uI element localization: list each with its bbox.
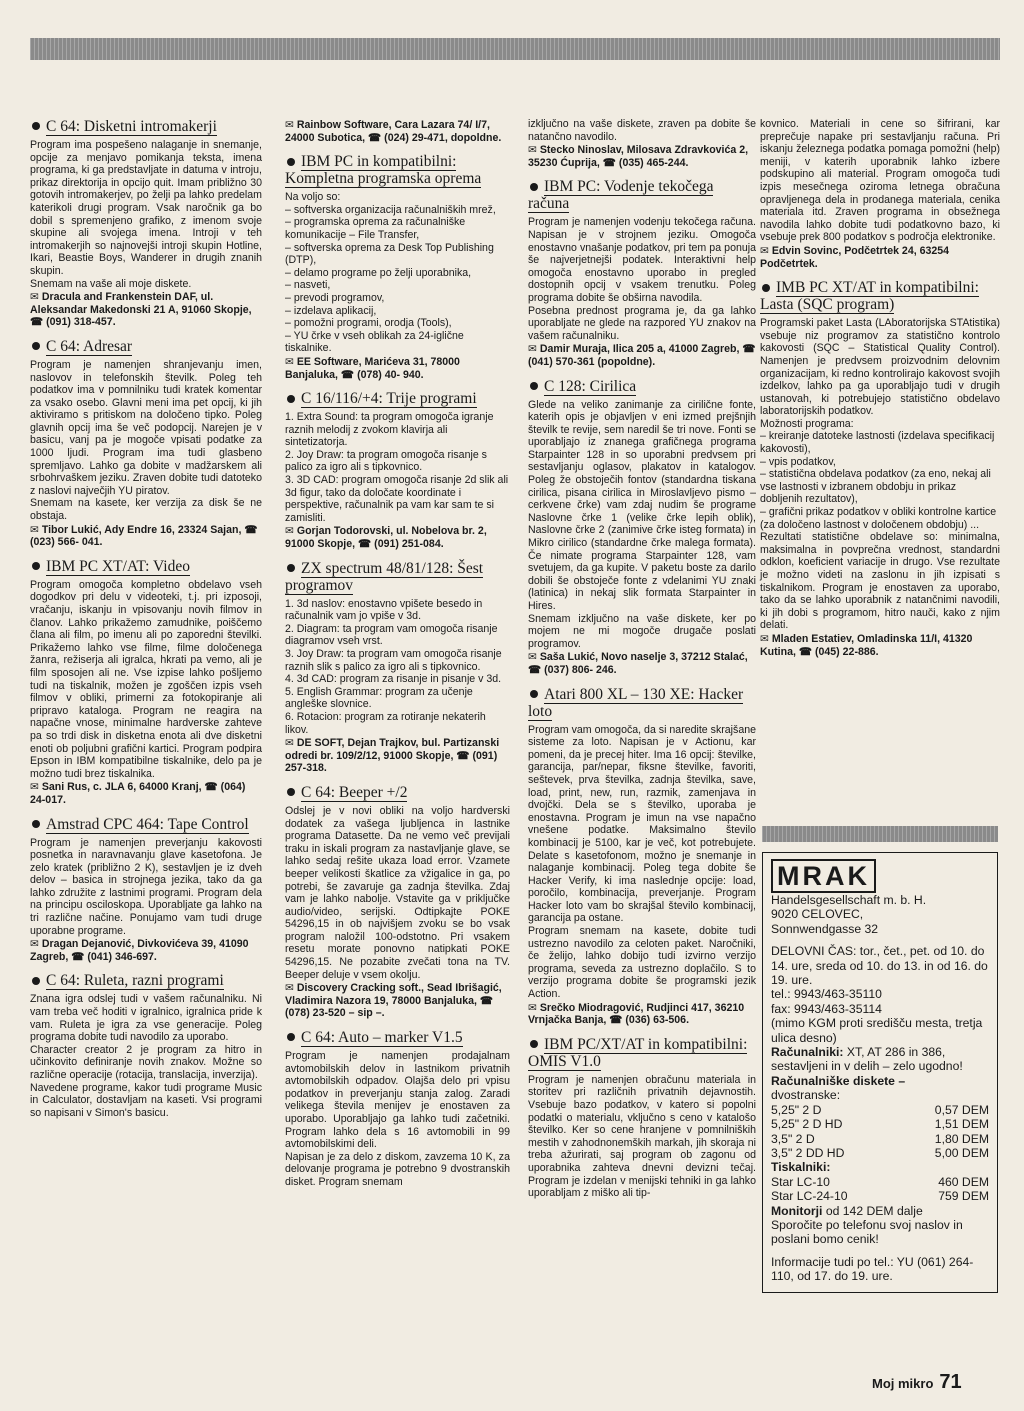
- price-row: [771, 1189, 989, 1203]
- article-title-text: C 16/116/+4: Trije programi: [301, 390, 477, 408]
- page-number: 71: [939, 1371, 962, 1393]
- contact-text: Tibor Lukić, Ady Endre 16, 23324 Sajan, ☎ (023) 566- 041.: [30, 523, 258, 549]
- list-item: 3. Joy Draw: ta program vam omogoča risanje raznih slik s palico za igro ali s tipkovnico.: [285, 648, 502, 673]
- bullet-icon: [287, 158, 295, 166]
- article-title-text: C 64: Adresar: [46, 337, 133, 355]
- article-list: [285, 598, 510, 737]
- price-item: Star LC-10: [771, 1174, 830, 1189]
- envelope-icon: ✉: [528, 1001, 540, 1014]
- envelope-icon: ✉: [760, 244, 772, 257]
- article-text: Znana igra odslej tudi v vašem računalniku. Ni vam treba več hoditi v igralnico, igralnica pride k vam. Ruleta je igra za vse generacije. Poleg programa dobite tudi navodilo za uporabo.: [30, 993, 262, 1044]
- contact-line: [528, 651, 756, 676]
- article: [30, 118, 262, 329]
- mrak-advertisement: [762, 826, 998, 1293]
- article-title: [285, 1029, 510, 1046]
- article-title-text: C 64: Ruleta, razni programi: [46, 972, 224, 990]
- ad-hours: DELOVNI ČAS: tor., čet., pet. od 10. do 14. ure, sreda od 10. do 13. in od 16. do 19. ure.: [771, 944, 988, 988]
- envelope-icon: ✉: [30, 523, 42, 536]
- price-value: 1,51 DEM: [934, 1117, 989, 1132]
- printer-price-table: [771, 1175, 989, 1204]
- article-title-text: IBM PC/XT/AT in kompatibilni: OMIS V1.0: [528, 1035, 748, 1070]
- article-title: [528, 378, 756, 395]
- contact-line: [285, 525, 510, 550]
- list-item: 1. Extra Sound: ta program omogoča igranje raznih melodij z zvokom klavirja ali sintetizatorja.: [285, 411, 494, 449]
- list-item: – nasveti,: [285, 279, 331, 292]
- list-item: – statistična obdelava podatkov (za eno, nekaj ali vse lastnosti v izbranem obdobju in prikaz dobljenih rezultatov),: [760, 468, 991, 506]
- list-item: – grafični prikaz podatkov v obliki kontrolne kartice (za določeno lastnost v določenem obdobju) ...: [760, 506, 997, 531]
- contact-text: Mladen Estatiev, Omladinska 11/I, 41320 Kutina, ☎ (045) 22-886.: [760, 632, 973, 658]
- bullet-icon: [32, 342, 40, 350]
- article-title-text: C 64: Disketni intromakerji: [46, 118, 217, 135]
- bullet-icon: [287, 1033, 295, 1041]
- article-title: [760, 279, 1000, 313]
- contact-text: Saša Lukić, Novo naselje 3, 37212 Stalać, ☎ (037) 806- 246.: [528, 651, 748, 676]
- contact-text: Srečko Miodragović, Rudjinci 417, 36210 Vrnjačka Banja, ☎ (036) 63-506.: [528, 1001, 745, 1027]
- contact-line: [30, 524, 262, 549]
- contact-line: [30, 781, 262, 806]
- list-item: – vpis podatkov,: [760, 455, 836, 468]
- article: [285, 119, 510, 144]
- article-title: [528, 686, 756, 720]
- ad-tel: tel.: 9943/463-35110: [771, 987, 882, 1002]
- article-text: Snemam izključno na vaše diskete, ker po mojem ne mi mogoče drugače poslati programov.: [528, 612, 756, 650]
- column-3: [528, 118, 756, 1209]
- list-item: 3. 3D CAD: program omogoča risanje 2d slik ali 3d figur, tako da določate koordinate i perspektive, računalnik pa vam kar sam te si zamisliti.: [285, 474, 509, 524]
- contact-text: DE SOFT, Dejan Trajkov, bul. Partizanski odredi br. 109/2/12, 91000 Skopje, ☎ (091) 257-318.: [285, 737, 500, 775]
- ad-city: 9020 CELOVEC,: [771, 907, 864, 922]
- list-item: 6. Rotacion: program za rotiranje nekaterih likov.: [285, 710, 486, 736]
- bullet-icon: [287, 395, 295, 403]
- column-1: [30, 118, 262, 1128]
- bullet-icon: [287, 788, 295, 796]
- article-title-text: C 64: Beeper +/2: [301, 783, 408, 801]
- article: [30, 816, 262, 964]
- ad-company: Handelsgesellschaft m. b. H.: [771, 893, 927, 907]
- price-value: 460 DEM: [938, 1174, 989, 1189]
- contact-text: Dracula and Frankenstein DAF, ul. Aleksandar Makedonski 21 A, 91060 Skopje, ☎ (091) 318-457.: [30, 291, 252, 329]
- article-text: Program je namenjen prodajalnam avtomobilskih delov in lastnikom privatnih avtomobilskih odpadov. Olajša delo pri vpisu podatkov in preverjanju stanja zalog. Zaradi velikega števila menijev je enostaven za uporabo. Uporabljajo ga lahko tudi začetniki. Program lahko dela s 16 avtomobili in 99 avtomobilskimi deli.: [285, 1050, 510, 1151]
- envelope-icon: ✉: [285, 737, 297, 750]
- article-title: [30, 558, 262, 575]
- article-title: [30, 338, 262, 355]
- price-item: 3,5" 2 D: [771, 1131, 815, 1146]
- article-text: Na voljo so:: [285, 191, 341, 204]
- bullet-icon: [530, 183, 538, 191]
- envelope-icon: ✉: [285, 355, 297, 368]
- envelope-icon: ✉: [30, 938, 42, 951]
- magazine-name: Moj mikro: [872, 1376, 934, 1391]
- envelope-icon: ✉: [285, 119, 297, 131]
- ad-fax: fax: 9943/463-35114: [771, 1001, 882, 1016]
- contact-line: [285, 737, 510, 775]
- article-text: Glede na veliko zanimanje za cirilične fonte, katerih opis je objavljen v eni izmed prejšnjih številk te revije, sem naredil še tri nove. Fonti se uporabljajo iz znanega grafičnega programa Starpainter 128 in so uporabni predvsem pri sestavljanju oglasov, plakatov in katalogov. Poleg že obstoječih fontov (standardna tiskana cirilica, pisana cirilica in Miroslavljevo pismo – cerkvene črke) vam zdaj nudim še programe Naslovne črke 1 (velike črke lepih oblik), Naslovne črke 2 (zanimive črke isteg formata) in Mikro cirilico (standardne črke malega formata). Če nimate programa Starpainter 128, vam svetujem, da ga kupite. V paketu boste za darilo dobili še obstoječe fonte z vdelanimi YU znaki (latinica) in nekaj slik formata Starpainter in Hires.: [528, 398, 756, 612]
- envelope-icon: ✉: [30, 781, 42, 794]
- contact-text: Discovery Cracking soft., Sead Ibrišagić, Vladimira Nazora 19, 78000 Banjaluka, ☎ (078) 23-520 – sip –.: [285, 982, 502, 1020]
- article: [528, 378, 756, 677]
- price-value: 759 DEM: [938, 1189, 989, 1204]
- article: [285, 560, 510, 775]
- ad-street: Sonnwendgasse 32: [771, 921, 879, 936]
- article-text: Rezultati statistične obdelave so: minimalna, maksimalna in povprečna vrednost, standardni odklon, koeficient variacije in drugo. Vse rezultate je možno videti na zaslonu in jih izpisati s tiskalnikom. Program je enostaven za uporabo, tako da se lahko uporabnik z natančnimi navodili, ki jih dobi s programom, hitro nauči, kako z njim delati.: [760, 531, 1000, 632]
- list-item: 2. Diagram: ta program vam omogoča risanje diagramov vseh vrst.: [285, 622, 498, 648]
- article: [285, 153, 510, 381]
- article: [285, 1029, 510, 1189]
- list-item: – pomožni programi, orodja (Tools),: [285, 317, 452, 330]
- article-title: [285, 153, 510, 187]
- contact-line: [760, 245, 1000, 270]
- price-item: 3,5" 2 DD HD: [771, 1145, 845, 1160]
- envelope-icon: ✉: [285, 525, 297, 538]
- article-text: Posebna prednost programa je, da ga lahko uporabljate ne glede na razpored YU znakov na vašem računalniku.: [528, 304, 756, 342]
- article-title: [528, 178, 756, 212]
- bullet-icon: [32, 820, 40, 828]
- article-title: [30, 972, 262, 989]
- bullet-icon: [530, 690, 538, 698]
- article-text: Program omogoča kompletno obdelavo vseh dogodkov pri delu v videoteki, t.j. pri izposoji, vračanju, iskanju in vpisovanju novih filmov in članov. Lahko prikažemo zamudnike, poiščemo člana ali film, po imenu ali po zaporedni številki. Prikažemo lahko vse filme, filme določenega žanra, režiserja ali igralca, hkrati pa vemo, ali je film sposojen ali ne. Vse izpise lahko pošljemo tudi na tiskalnik, možen je zgoščen izpis vseh filmov v obliki, primerni za fotokopiranje ali pripravo kataloga. Program ne reagira na napačne vnose, minimalne hardverske zahteve pa so trdi disk in disketna enota ali dve disketni enoti ob poljubni grafični kartici. Program podpira Epson in IBM kompatibilne tiskalnike, delo pa je možno tudi brez tiskalnika.: [30, 578, 262, 780]
- contact-line: [285, 119, 510, 144]
- article-text: Napisan je za delo z diskom, zavzema 10 K, za delovanje programa je potrebno 9 dvostranskih disket. Program snemam: [285, 1150, 510, 1188]
- ad-call: Sporočite po telefonu svoj naslov in poslani bomo cenik!: [771, 1217, 963, 1247]
- ad-disk-sub: dvostranske:: [771, 1088, 841, 1103]
- list-item: 1. 3d naslov: enostavno vpišete besedo in računalnik vam jo vpiše v 3d.: [285, 597, 483, 623]
- article-title: [30, 118, 262, 135]
- list-item: – delamo programe po želji uporabnika,: [285, 266, 472, 279]
- contact-text: EE Software, Marićeva 31, 78000 Banjaluka, ☎ (078) 40- 940.: [285, 355, 460, 381]
- article-title: [30, 816, 262, 833]
- article-title-text: Atari 800 XL – 130 XE: Hacker loto: [528, 685, 744, 720]
- article: [285, 784, 510, 1020]
- article: [30, 338, 262, 549]
- article: [285, 390, 510, 551]
- article-text: Snemam na vaše ali moje diskete.: [30, 277, 192, 290]
- bullet-icon: [762, 284, 770, 292]
- contact-line: [30, 291, 262, 329]
- price-item: Star LC-24-10: [771, 1189, 848, 1204]
- price-row: [771, 1132, 989, 1146]
- envelope-icon: ✉: [528, 343, 540, 356]
- article-text: Snemam na kasete, ker verzija za disk še ne obstaja.: [30, 497, 262, 523]
- price-row: [771, 1146, 989, 1160]
- list-item: – programska oprema za računalniške komunikacije – File Transfer,: [285, 216, 466, 241]
- price-row: [771, 1117, 989, 1131]
- article-list: [760, 430, 1000, 531]
- article-text: Odslej je v novi obliki na voljo hardverski dodatek za vašega ljubljenca in lastnike programa Datasette. Da ne vemo več previjali traku in iskali program za nastavljanje glave, se lahko sedaj rešite ukaza load error. Vzamete beeper velikosti škatlice za vžigalice in ga, po potrebi, še zavaruje ga zadnja številka. Zdaj vam je lahko nabolje. Vstavite ga v priključke audio/video, serijski. Odtipkajte POKE 54296,15 in ob najvišjem zvoku se bo vsak program naložil 100-odstotno. Pri vsakem resetu morate ponovno natipkati POKE 54296,15. Ne pozabite zvečati tona na TV. Beeper deluje v vsem okolju.: [285, 804, 510, 981]
- contact-line: [528, 1002, 756, 1027]
- article-text: Program je namenjen shranjevanju imen, naslovov in telefonskih številk. Poleg teh podatkov ima v pomnilniku tudi kratek komentar za vsako osebo. Glavni meni ima pet opcij, ki jih aktiviramo s pritiskom na določeno tipko. Poleg glavnih opcij ima še več podopcij. Narejen je v basicu, vanj pa je mogoče vpisati podatke za 1000 ljudi. Program ima tudi glasbeno spremljavo. Lahko ga dobite v madžarskem ali srbohrvaškem jeziku. Zraven dobite tudi datoteko z naslovi največjih YU piratov.: [30, 358, 262, 497]
- contact-line: [30, 938, 262, 963]
- article-title-text: IBM PC: Vodenje tekočega računa: [528, 178, 714, 213]
- ad-computers: Računalniki: XT, AT 286 in 386, sestavljeni in v delih – zelo ugodno!: [771, 1045, 963, 1074]
- envelope-icon: ✉: [760, 632, 772, 645]
- article: [760, 118, 1000, 270]
- article-title-text: IMB PC XT/AT in kompatibilni: Lasta (SQC program): [760, 279, 979, 314]
- price-row: [771, 1175, 989, 1189]
- article-text: Navedene programe, kakor tudi programe Music in Calculator, dostavljam na kaseti. Vsi programi so napisani v Simon's basicu.: [30, 1081, 262, 1119]
- envelope-icon: ✉: [285, 982, 297, 995]
- article-text: izključno na vaše diskete, zraven pa dobite še natančno navodilo.: [528, 118, 756, 143]
- article-text: Možnosti programa:: [760, 417, 854, 430]
- ad-header-rule: [762, 826, 998, 842]
- price-value: 1,80 DEM: [934, 1131, 989, 1146]
- article-title: [285, 784, 510, 801]
- article-text: Program je namenjen preverjanju kakovosti posnetka in naravnavanju glave kasetofona. Je zelo kratek (približno 2 K), sestavljen je iz dveh delov – basica in strojnega jezika, tako da ga lahko združite z lastnimi programi. Program dela na principu osciloskopa. Uporabljate ga lahko na tri različne načine. Ponujamo vam tudi druge uporabne programe.: [30, 836, 262, 937]
- list-item: – softverska oprema za Desk Top Publishing (DTP),: [285, 241, 494, 267]
- article-list: [285, 204, 510, 355]
- article-text: kovnico. Materiali in cene so šifrirani, kar preprečuje napake pri sestavljanju računa. Pri iskanju železnega podatka pomaga pomožni (help) meniji, v katerih uporabnik lahko izbere podskupino ali material. Program omogoča tudi izpis mesečnega oziroma letnega obračuna opravljenega dela in prodanega materiala, cenika materiala itd. Zraven programa in obsežnega navodila lahko dobite tudi podatkovno bazo, ki vsebuje prek 800 podatkov s področja elektronike.: [760, 118, 1000, 244]
- bullet-icon: [32, 977, 40, 985]
- disk-price-table: [771, 1103, 989, 1161]
- ad-disk-label: Računalniške diskete –: [771, 1073, 906, 1088]
- ad-info: Informacije tudi po tel.: YU (061) 264-110, od 17. do 19. ure.: [771, 1254, 974, 1284]
- bullet-icon: [32, 122, 40, 130]
- list-item: 2. Joy Draw: ta program omogoča risanje s palico za igro ali s tipkovnico.: [285, 448, 487, 474]
- price-item: 5,25" 2 D: [771, 1102, 822, 1117]
- contact-line: [528, 343, 756, 368]
- contact-text: Edvin Sovinc, Podčetrtek 24, 63254 Podčetrtek.: [760, 244, 950, 270]
- article-title-text: IBM PC XT/AT: Video: [46, 557, 190, 575]
- ad-logo: MRAK: [771, 859, 876, 893]
- list-item: – softverska organizacija računalniških mrež,: [285, 203, 496, 216]
- article-title: [285, 560, 510, 594]
- contact-line: [285, 356, 510, 381]
- ad-printers-label: Tiskalniki:: [771, 1160, 831, 1175]
- article-title-text: Amstrad CPC 464: Tape Control: [46, 815, 249, 833]
- article: [528, 178, 756, 368]
- list-item: – izdelava aplikacij,: [285, 304, 377, 317]
- envelope-icon: ✉: [30, 291, 42, 304]
- article-text: Program je namenjen vodenju tekočega računa. Napisan je v strojnem jeziku. Omogoča enostavno vnašanje podatkov, pri tem pa ponuja še najverjetnejši podatek. Interaktivni help omogoča enostavno uporabo in pregled dostopnih opcij v vsakem trenutku. Poleg programa dobite še obširna navodila.: [528, 216, 756, 304]
- article: [30, 972, 262, 1119]
- ad-note: (mimo KGM proti središču mesta, tretja ulica desno): [771, 1016, 983, 1045]
- page-footer: [872, 1371, 962, 1394]
- column-4: [760, 118, 1000, 667]
- bullet-icon: [32, 562, 40, 570]
- article-title-text: IBM PC in kompatibilni: Kompletna programska oprema: [285, 153, 482, 188]
- list-item: 4. 3d CAD: program za risanje in pisanje v 3d.: [285, 673, 502, 686]
- ad-box: [762, 852, 998, 1293]
- article-text: Program je namenjen obračunu materiala in storitev pri različnih privatnih dejavnostih. Vsebuje bazo podatkov, v katero si popolni podatki o materialu, vključno s ceno v katalošo številko. Ker so cene hranjene v pomnilniških mestih v zahodnonemških markah, jih skoraja ni treba ažurirati, saj program ob zagonu od uporabnika zahteva dnevni devizni tečaj. Program je izdelan v menijski tehniki in ga lahko uporabljam z miško ali tip-: [528, 1073, 756, 1200]
- contact-text: Stecko Ninoslav, Milosava Zdravkovića 2, 35230 Ćuprija, ☎ (035) 465-244.: [528, 144, 749, 169]
- bullet-icon: [530, 1040, 538, 1048]
- contact-line: [528, 144, 756, 169]
- contact-text: Rainbow Software, Cara Lazara 74/ I/7, 24000 Subotica, ☎ (024) 29-471, dopoldne.: [285, 119, 502, 144]
- contact-text: Gorjan Todorovski, ul. Nobelova br. 2, 91000 Skopje, ☎ (091) 251-084.: [285, 525, 487, 551]
- article: [760, 279, 1000, 658]
- list-item: 5. English Grammar: program za učenje angleške slovnice.: [285, 685, 473, 711]
- list-item: – prevodi programov,: [285, 291, 385, 304]
- header-rule: [30, 38, 1000, 60]
- article-title-text: ZX spectrum 48/81/128: Šest programov: [285, 559, 484, 594]
- article-list: [285, 411, 510, 524]
- envelope-icon: ✉: [528, 651, 540, 664]
- article: [528, 118, 756, 169]
- contact-line: [760, 633, 1000, 658]
- article-title-text: C 128: Cirilica: [544, 377, 637, 395]
- price-value: 5,00 DEM: [934, 1145, 989, 1160]
- envelope-icon: ✉: [528, 144, 540, 157]
- price-item: 5,25" 2 D HD: [771, 1117, 843, 1132]
- contact-text: Damir Muraja, Ilica 205 a, 41000 Zagreb, ☎ (041) 570-361 (popoldne).: [528, 343, 756, 368]
- bullet-icon: [530, 382, 538, 390]
- article-text: Program vam omogoča, da si naredite skrajšane sisteme za loto. Napisan je v Actionu, kar pomeni, da je precej hiter. Ima 16 opcij: številke, garancija, par/nepar, fiksne številke, favoriti, seštevek, prva številka, zadnja številka, save, load, print, new, run, razmik, zamenjava in dvojčki. Dela se s številko, uporaba je enostavna. Program je imun na vse napačno vnešene podatke. Maksimalno število kombinacij je 5100, kar je več, kot potrebujete. Delate s kasetofonom, možno je snemanje in nalaganje kombinacij. Poleg tega dobite še Hacker Verify, ki ima naslednje opcije: load, poročilo, kombinacija, preverjanje. Program Hacker loto vam bo skrajšal število kombinacij, garancija pa ostane.: [528, 723, 756, 925]
- contact-text: Dragan Dejanović, Divkovićeva 39, 41090 Zagreb, ☎ (041) 346-697.: [30, 938, 249, 963]
- contact-line: [285, 982, 510, 1020]
- article: [30, 558, 262, 807]
- article-title: [528, 1036, 756, 1070]
- column-2: [285, 118, 510, 1198]
- price-value: 0,57 DEM: [934, 1102, 989, 1117]
- contact-text: Sani Rus, c. JLA 6, 64000 Kranj, ☎ (064) 24-017.: [30, 781, 246, 806]
- list-item: – YU črke v vseh oblikah za 24-iglične tiskalnike.: [285, 329, 464, 355]
- article: [528, 686, 756, 1027]
- article-text: Character creator 2 je program za hitro in učinkovito definiranje novih znakov. Možne so različne operacije (rotacija, translacija, inverzija).: [30, 1043, 262, 1081]
- bullet-icon: [287, 564, 295, 572]
- article: [528, 1036, 756, 1200]
- list-item: – kreiranje datoteke lastnosti (izdelava specifikacij kakovosti),: [760, 430, 995, 456]
- article-text: Programski paket Lasta (LAboratorijska STAtistika) vsebuje niz programov za statistično kontrolo kakovosti (SQC – Statistical Quality Control). Namenjen je predvsem proizvodnim delovnim organizacijam, ki redno kontrolirajo kakovost svojih izdelkov, lahko pa ga uporabljajo tudi v drugih ustanovah, ki potrebujejo statistično obdelavo laboratorijskih podatkov.: [760, 317, 1000, 418]
- price-row: [771, 1103, 989, 1117]
- article-text: Program snemam na kasete, dobite tudi ustrezno navodilo za celoten paket. Naročniki, če želijo, lahko dobijo tudi izvirno verzijo programa, seveda za ustrezno doplačilo. S to verzijo programa dobite še programski jezik Action.: [528, 925, 756, 1001]
- ad-monitors: Monitorji od 142 DEM dalje: [771, 1203, 923, 1218]
- article-text: Program ima pospešeno nalaganje in snemanje, opcije za menjavo pomikanja teksta, imena programa, ki ga predstavljate in datuma v introju, prikaz direktorija in opcijo quit. Imam približno 30 gotovih intromakerjev, po želji pa lahko predelam katerikoli drugi program. Vsak naročnik ga bo dobil s spremenjeno grafiko, z imenom svoje skupine ali svojega imena. Introji v teh intromakerjih so najnovejši introji skupin Hotline, Ikari, Beastie Boys, Wanderer in drugih znanih skupin.: [30, 139, 262, 277]
- article-title: [285, 390, 510, 407]
- article-title-text: C 64: Auto – marker V1.5: [301, 1029, 463, 1047]
